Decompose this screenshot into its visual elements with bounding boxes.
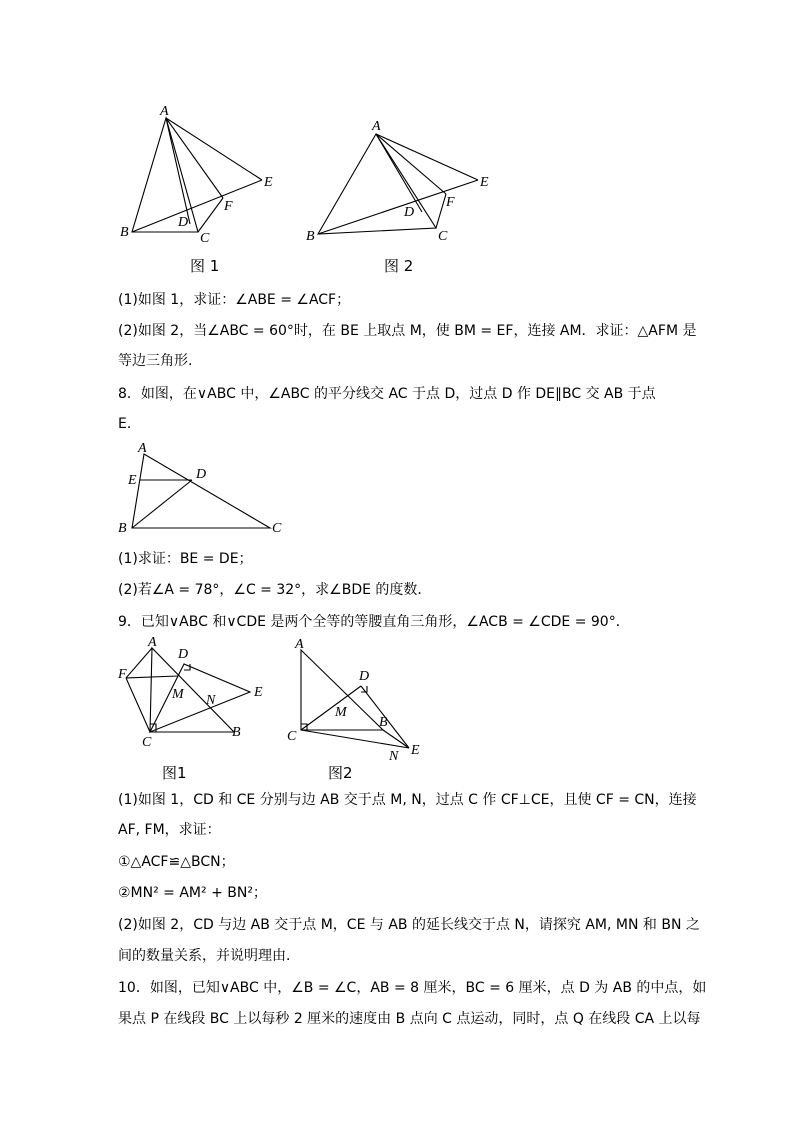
label-c: C (272, 521, 282, 536)
label-b: B (232, 725, 241, 740)
q7-part2: (2)如图 2，当∠ABC = 60°时，在 BE 上取点 M，使 BM = EF，连接 AM．求证：△AFM 是 (118, 323, 697, 339)
label-c: C (287, 729, 297, 744)
label-f: F (118, 667, 127, 682)
label-f: F (224, 199, 233, 214)
label-c: C (438, 229, 448, 244)
label-d: D (178, 647, 189, 662)
q8-stem: 8．如图，在∨ABC 中，∠ABC 的平分线交 AC 于点 D，过点 D 作 DE∥BC 交 AB 于点 (118, 386, 656, 402)
figure-1-diagram (110, 100, 290, 250)
q8-part1: (1)求证：BE = DE； (118, 551, 253, 567)
figure-q9-1-diagram (112, 635, 282, 750)
figure-q9-1-caption: 图1 (162, 764, 187, 782)
label-n: N (206, 693, 216, 708)
label-n: N (389, 749, 399, 764)
figure-2-diagram (300, 110, 500, 250)
q9-part2: (2)如图 2，CD 与边 AB 交于点 M，CE 与 AB 的延长线交于点 N，请探究 AM, MN 和 BN 之 (118, 917, 700, 933)
figure-q9-2-caption: 图2 (328, 764, 353, 782)
label-d: D (196, 467, 207, 482)
label-b: B (120, 225, 129, 240)
label-a: A (138, 441, 147, 456)
label-b: B (379, 715, 388, 730)
q8-stem-cont: E． (118, 416, 141, 432)
label-a: A (148, 635, 157, 650)
label-a: A (295, 637, 304, 652)
label-e: E (480, 175, 489, 190)
figure-q8 (112, 440, 292, 540)
figure-2-caption: 图 2 (384, 257, 414, 275)
label-m: M (172, 687, 184, 702)
label-a: A (372, 119, 381, 134)
label-e: E (128, 473, 137, 488)
label-d: D (359, 669, 370, 684)
figure-2 (300, 110, 500, 250)
label-c: C (142, 735, 152, 750)
q9-part1-sub1: ①△ACF≌△BCN； (118, 854, 235, 870)
label-e: E (264, 175, 273, 190)
label-c: C (200, 231, 210, 246)
figure-q9-2 (285, 636, 435, 766)
q10-stem-cont: 果点 P 在线段 BC 上以每秒 2 厘米的速度由 B 点向 C 点运动，同时，点 Q 在线段 CA 上以每 (118, 1011, 701, 1027)
label-e: E (411, 743, 420, 758)
label-e: E (254, 685, 263, 700)
label-b: B (118, 521, 127, 536)
q8-part2: (2)若∠A = 78°，∠C = 32°，求∠BDE 的度数． (118, 582, 432, 598)
figure-q9-2-diagram (285, 636, 435, 766)
label-f: F (446, 195, 455, 210)
label-d: D (178, 215, 189, 230)
q10-stem: 10．如图，已知∨ABC 中，∠B = ∠C，AB = 8 厘米，BC = 6 厘米，点 D 为 AB 的中点，如 (118, 980, 707, 996)
figure-1-caption: 图 1 (190, 257, 220, 275)
figure-q8-diagram (112, 440, 292, 540)
q9-stem: 9．已知∨ABC 和∨CDE 是两个全等的等腰直角三角形，∠ACB = ∠CDE = 90°． (118, 614, 630, 630)
q9-part1: (1)如图 1，CD 和 CE 分别与边 AB 交于点 M, N，过点 C 作 CF⊥CE，且使 CF = CN，连接 (118, 792, 697, 808)
figure-1 (110, 100, 290, 250)
label-b: B (306, 229, 315, 244)
label-m: M (335, 705, 347, 720)
q7-part1: (1)如图 1，求证：∠ABE = ∠ACF； (118, 292, 351, 308)
q9-part1-sub2: ②MN² = AM² + BN²； (118, 885, 267, 901)
label-d: D (404, 205, 415, 220)
q9-part2-cont: 间的数量关系，并说明理由． (118, 948, 300, 964)
label-a: A (160, 104, 169, 119)
figure-q9-1 (112, 635, 282, 750)
q9-part1-cont: AF, FM，求证： (118, 822, 221, 838)
q7-part2-cont: 等边三角形. (118, 353, 193, 369)
